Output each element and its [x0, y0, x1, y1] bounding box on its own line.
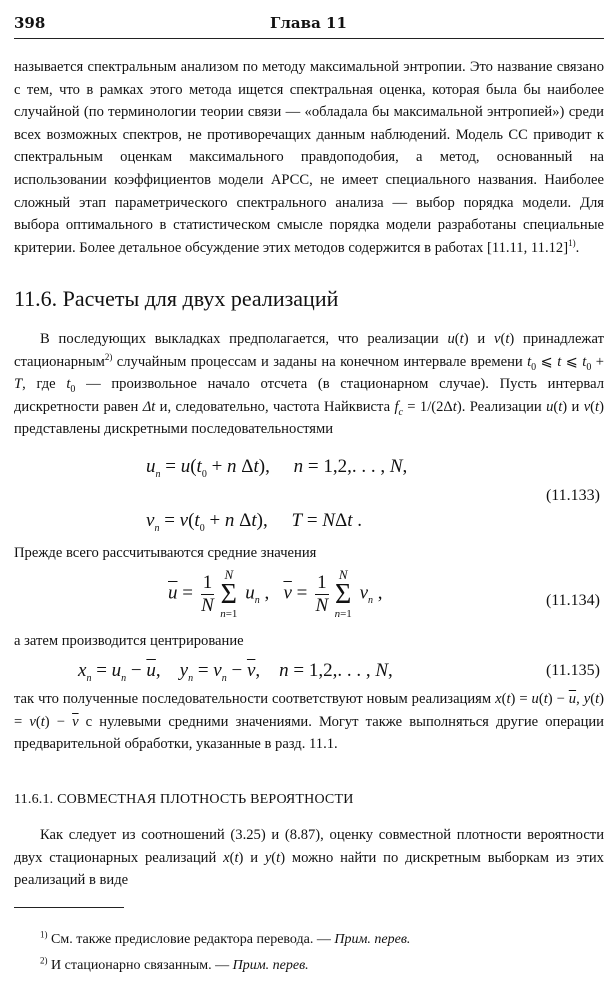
paragraph-sequences: так что полученные последовательности соответствуют новым реализациям $x(t) = u(t) - \overline{u}$, $y(t) = v(t) - \overline{v}$ с нулевыми средними значениями. Могут также выполняться другие операции предварительной обработки, указанные в разд. 11.1. — [14, 691, 604, 753]
footnote-1-mark: 1) — [40, 929, 48, 940]
p1-text-9: и — [571, 398, 580, 415]
footnote-ref-2[interactable]: 2) — [104, 351, 113, 362]
running-header: Глава 11 — [270, 14, 347, 32]
p1-text-6: — произвольное начало отсчета (в стационарном случае). Пусть интервал дискретности равен — [14, 376, 604, 415]
eq-133-line1: $u_n = u(t_0 + n$ Δt), n = 1,2,. . . , N, — [146, 456, 408, 480]
p1-text-7: и, следовательно, частота Найквиста — [159, 398, 391, 415]
p5-text-3: можно найти по дискретным выборкам из этих реализаций в виде — [14, 849, 604, 889]
eq-135-number: (11.135) — [545, 662, 600, 679]
p1-text-2: и — [477, 331, 486, 347]
p4-text-2: с нулевыми средними значениями. Могут также выполняться другие операции предварительной обработки, указанные в разд. 11.1. — [14, 713, 604, 753]
page-number: 398 — [14, 14, 46, 32]
p1-text-5: , где — [22, 376, 56, 393]
p1-text-4: случайным процессам и заданы на конечном интервале времени — [116, 353, 523, 370]
footnote-1-note: Прим. перев. — [334, 932, 411, 947]
eq-135: $x_n = u_n - \overline{u}$, $y_n = v_n - \overline{v}$, n = 1,2,. . . , N, — [78, 660, 393, 684]
paragraph-centering: а затем производится центрирование — [14, 633, 244, 649]
p5-text-2: и — [250, 849, 258, 866]
p5-text-1: Как следует из соотношений (3.25) и (8.87), оценку совместной плотности вероятности двух стационарных реализаций — [14, 827, 604, 866]
p1-text-3: принадлежат стационарным — [14, 331, 604, 370]
header-rule — [14, 38, 604, 39]
eq-133-line2: $v_n = v(t_0 + n$ Δt), T = NΔt . — [146, 510, 362, 534]
section-title: 11.6. Расчеты для двух реализаций — [14, 286, 339, 311]
footnote-ref-1[interactable]: 1) — [568, 237, 576, 248]
p1-text-10: представлены дискретными последовательностями — [14, 421, 334, 438]
paragraph-assumptions: В последующих выкладках предполагается, что реализации u(t) и v(t) принадлежат стационарным$^{2)}$ случайным процессам и заданы на конечном интервале времени $t_0$ ⩽ t ⩽ $t_0 + T$, где $t_0$ — произвольное начало отсчета (в стационарном случае). Пусть интервал дискретности равен Δt и, следовательно, частота Найквиста $f_c = 1/(2\Delta t)$. Реализации u(t) и v(t) представлены дискретными последовательностями — [14, 331, 604, 438]
footnote-2-text: И стационарно связанным. — — [51, 958, 230, 973]
footnote-2 — [40, 955, 309, 974]
eq-134-number: (11.134) — [545, 592, 600, 609]
footnote-rule — [14, 907, 124, 908]
footnote-2-note: Прим. перев. — [232, 958, 309, 973]
eq-134: $\overline{u}$ = $\frac{1}{N}$ N Σ n=1 $u_n$ , $\overline{v}$ = $\frac{1}{N}$ N Σ n=1 $v_n$ , — [168, 567, 383, 620]
intro-paragraph — [14, 56, 604, 259]
p4-text-1: так что полученные последовательности соответствуют новым реализациям — [14, 691, 492, 707]
eq-133-number: (11.133) — [545, 487, 600, 504]
footnote-1 — [40, 929, 411, 948]
subsection-title: 11.6.1. СОВМЕСТНАЯ ПЛОТНОСТЬ ВЕРОЯТНОСТИ — [14, 792, 354, 807]
p1-text-1: В последующих выкладках предполагается, что реализации — [40, 331, 439, 347]
paragraph-joint-density: Как следует из соотношений (3.25) и (8.87), оценку совместной плотности вероятности двух стационарных реализаций x(t) и y(t) можно найти по дискретным выборкам из этих реализаций в виде — [14, 827, 604, 889]
footnote-1-text: См. также предисловие редактора перевода. — — [51, 932, 331, 947]
p1-text-8: . Реализации — [461, 398, 542, 415]
paragraph-means: Прежде всего рассчитываются средние значения — [14, 545, 317, 561]
intro-end: . — [575, 239, 580, 256]
footnote-2-mark: 2) — [40, 955, 48, 966]
intro-text: называется спектральным анализом по методу максимальной энтропии. Это название связано с тем, что в рамках этого метода ищется спектральная оценка, которая была бы наиболее случайной (по терминологии теории связи — «обладала бы максимальной энтропией») среди всех возможных спектров, не противоречащих данным наблюдений. Модель СС приводит к спектральным оценкам максимального правдоподобия, а метод, основанный на использовании коэффициентов модели АРСС, не имеет специального названия. Наиболее сложный этап параметрического спектрального анализа — выбор порядка модели. Для выбора оптимального в статистическом смысле порядка модели разработаны специальные критерии. Более детальное обсуждение этих методов содержится в работах [11.11, 11.12] — [14, 59, 604, 256]
